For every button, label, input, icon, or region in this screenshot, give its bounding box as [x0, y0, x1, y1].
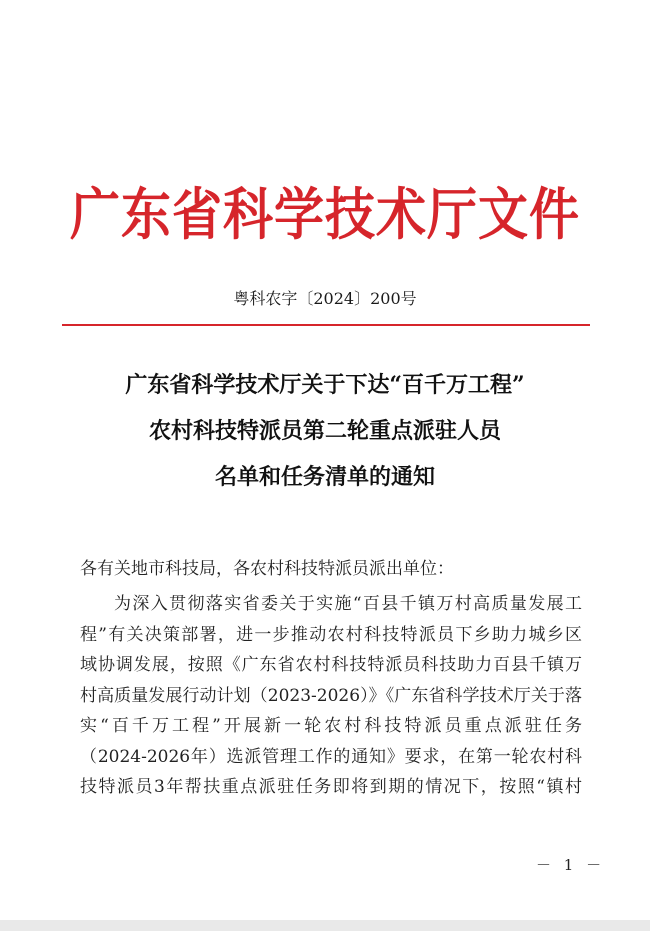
notice-title-line-3: 名单和任务清单的通知 — [214, 464, 435, 490]
body-line: （2024-2026年）选派管理工作的通知》要求，在第一轮农村科 — [80, 746, 582, 767]
body-line: 域协调发展，按照《广东省农村科技特派员科技助力百县千镇万 — [80, 655, 582, 675]
body-line: 为深入贯彻落实省委关于实施“百县千镇万村高质量发展工 — [114, 594, 582, 614]
document-header-title: 广东省科学技术厅文件 — [70, 181, 580, 248]
salutation: 各有关地市科技局，各农村科技特派员派出单位： — [80, 559, 454, 579]
body-line: 实“百千万工程”开展新一轮农村科技特派员重点派驻任务 — [80, 716, 582, 736]
body-line: 村高质量发展行动计划（2023-2026）》《广东省科学技术厅关于落 — [80, 685, 582, 706]
body-paragraph — [80, 591, 582, 805]
notice-title — [0, 370, 650, 508]
document-number: 粤科农字〔2024〕200号 — [233, 289, 417, 308]
notice-title-line-1: 广东省科学技术厅关于下达“百千万工程” — [125, 372, 525, 398]
red-divider — [62, 324, 590, 326]
page-number: － 1 － — [536, 856, 606, 874]
body-line: 程”有关决策部署，进一步推动农村科技特派员下乡助力城乡区 — [80, 624, 582, 645]
body-line: 技特派员3年帮扶重点派驻任务即将到期的情况下，按照“镇村 — [80, 777, 582, 797]
notice-title-line-2: 农村科技特派员第二轮重点派驻人员 — [148, 418, 501, 444]
